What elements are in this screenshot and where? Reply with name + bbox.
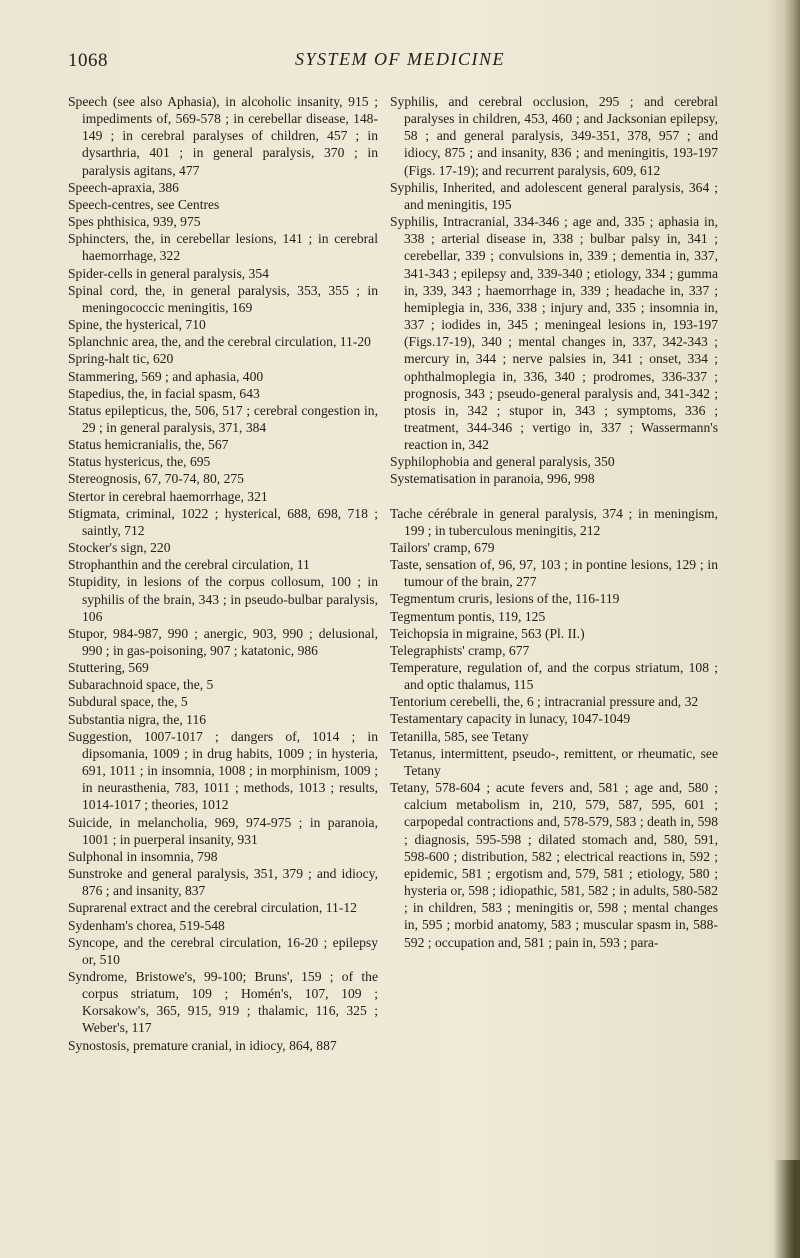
index-entry: Spinal cord, the, in general paralysis, 353, 355 ; in meningococcic meningitis, 169 [68, 282, 378, 315]
index-entry: Splanchnic area, the, and the cerebral circulation, 11-20 [68, 334, 371, 350]
index-entry: Temperature, regulation of, and the corpus striatum, 108 ; and optic thalamus, 115 [390, 660, 718, 693]
index-entry: Sulphonal in insomnia, 798 [68, 848, 218, 864]
index-entry: Status epilepticus, the, 506, 517 ; cerebral congestion in, 29 ; in general paralysis, 371, 384 [68, 402, 378, 435]
index-entry: Spine, the hysterical, 710 [68, 317, 206, 333]
index-entry: Substantia nigra, the, 116 [68, 711, 207, 727]
index-entry: Stupor, 984-987, 990 ; anergic, 903, 990 ; delusional, 990 ; in gas-poisoning, 907 ; katatonic, 986 [68, 625, 378, 658]
index-entry: Syphilis, Inherited, and adolescent general paralysis, 364 ; and meningitis, 195 [390, 179, 718, 212]
index-entry: Stereognosis, 67, 70-74, 80, 275 [68, 471, 244, 487]
index-entry: Suggestion, 1007-1017 ; dangers of, 1014 ; in dipsomania, 1009 ; in drug habits, 1009 ; in hysteria, 691, 1011 ; in insomnia, 1008 ; in morphinism, 1009 ; in neurasthenia, 783, 1011 ; methods, 1013 ; results, 1014-1017 ; theories, 1012 [68, 728, 378, 813]
index-entry: Tegmentum cruris, lesions of the, 116-119 [390, 591, 620, 607]
index-entry: Status hemicranialis, the, 567 [68, 437, 229, 453]
index-entry: Stocker's sign, 220 [68, 540, 171, 556]
index-entry: Subdural space, the, 5 [68, 694, 188, 710]
index-entry: Tetanilla, 585, see Tetany [390, 728, 529, 744]
index-entry: Stupidity, in lesions of the corpus collosum, 100 ; in syphilis of the brain, 343 ; in pseudo-bulbar paralysis, 106 [68, 574, 378, 624]
index-entry: Stammering, 569 ; and aphasia, 400 [68, 368, 264, 384]
page-edge-shadow [784, 0, 800, 1258]
index-entry: Testamentary capacity in lunacy, 1047-1049 [390, 711, 631, 727]
index-entry: Subarachnoid space, the, 5 [68, 677, 214, 693]
index-entry: Tetanus, intermittent, pseudo-, remittent, or rheumatic, see Tetany [390, 745, 718, 778]
index-entry: Spes phthisica, 939, 975 [68, 214, 201, 230]
index-entry: Speech-centres, see Centres [68, 196, 220, 212]
index-entry: Speech (see also Aphasia), in alcoholic insanity, 915 ; impediments of, 569-578 ; in cerebellar disease, 148-149 ; in cerebral paralyses of children, 457 ; in dysarthria, 401 ; in general paralysis, 370 ; in paralysis agitans, 477 [68, 94, 378, 178]
index-column-left [68, 93, 378, 1054]
index-entry: Syndrome, Bristowe's, 99-100; Bruns', 159 ; of the corpus striatum, 109 ; Homén's, 107, 109 ; Korsakow's, 365, 915, 919 ; thalamic, 116, 325 ; Weber's, 117 [68, 968, 378, 1036]
index-entry: Tailors' cramp, 679 [390, 539, 495, 555]
index-entry: Syncope, and the cerebral circulation, 16-20 ; epilepsy or, 510 [68, 934, 378, 967]
index-entry: Tetany, 578-604 ; acute fevers and, 581 ; age and, 580 ; calcium metabolism in, 210, 579, 587, 595, 601 ; carpopedal contractions and, 578-579, 583 ; death in, 598 ; diagnosis, 595-598 ; dilated stomach and, 580, 591, 598-600 ; distribution, 582 ; electrical reactions in, 592 ; epidemic, 581 ; ergotism and, 579, 581 ; etiology, 580 ; hysteria or, 598 ; idiopathic, 581, 582 ; in adults, 580-582 ; in children, 583 ; meningitis or, 598 ; mental changes in, 595 ; morbid anatomy, 583 ; muscular spasm in, 588-592 ; occupation and, 581 ; pain in, 593 ; para- [390, 780, 718, 950]
index-entry: Syphilophobia and general paralysis, 350 [390, 454, 615, 470]
index-entry: Systematisation in paranoia, 996, 998 [390, 471, 595, 487]
index-column-right [390, 93, 718, 951]
index-entry: Stapedius, the, in facial spasm, 643 [68, 385, 260, 401]
index-entry: Stuttering, 569 [68, 660, 149, 676]
index-entry: Spider-cells in general paralysis, 354 [68, 265, 269, 281]
index-entry: Sunstroke and general paralysis, 351, 379 ; and idiocy, 876 ; and insanity, 837 [68, 866, 378, 899]
index-entry: Tegmentum pontis, 119, 125 [390, 608, 546, 624]
index-entry: Stertor in cerebral haemorrhage, 321 [68, 488, 268, 504]
index-entry: Suprarenal extract and the cerebral circulation, 11-12 [68, 900, 357, 916]
page-number: 1068 [68, 50, 108, 71]
index-entry: Tentorium cerebelli, the, 6 ; intracranial pressure and, 32 [390, 694, 699, 710]
page-corner-mark [774, 1160, 800, 1258]
index-entry: Strophanthin and the cerebral circulation, 11 [68, 557, 310, 573]
index-entry: Tache cérébrale in general paralysis, 374 ; in meningism, 199 ; in tuberculous meningitis, 212 [390, 505, 718, 538]
index-entry: Syphilis, and cerebral occlusion, 295 ; and cerebral paralyses in children, 453, 460 ; and Jacksonian epilepsy, 58 ; and general paralysis, 349-351, 378, 957 ; and idiocy, 875 ; and insanity, 836 ; and meningitis, 193-197 (Figs. 17-19); and recurrent paralysis, 609, 612 [390, 94, 718, 178]
index-entry: Telegraphists' cramp, 677 [390, 642, 530, 658]
running-title: SYSTEM OF MEDICINE [295, 49, 505, 69]
index-entry: Synostosis, premature cranial, in idiocy, 864, 887 [68, 1037, 337, 1053]
index-entry: Syphilis, Intracranial, 334-346 ; age and, 335 ; aphasia in, 338 ; arterial disease in, 338 ; bulbar palsy in, 341 ; cerebellar, 339 ; convulsions in, 339 ; dementia in, 337, 341-343 ; epilepsy and, 339-340 ; etiology, 334 ; gumma in, 339, 343 ; haemorrhage in, 339 ; headache in, 337 ; hemiplegia in, 336, 338 ; injury and, 335 ; insomnia in, 337 ; iodides in, 345 ; meningeal lesions in, 193-197 (Figs.17-19), 340 ; mental changes in, 337, 342-343 ; mercury in, 344 ; nerve palsies in, 341 ; onset, 334 ; ophthalmoplegia in, 336, 340 ; prodromes, 336-337 ; prognosis, 343 ; pseudo-general paralysis and, 341-342 ; ptosis in, 342 ; stupor in, 343 ; symptoms, 336 ; treatment, 344-346 ; vertigo in, 337 ; Wassermann's reaction in, 342 [390, 214, 718, 453]
index-entry: Taste, sensation of, 96, 97, 103 ; in pontine lesions, 129 ; in tumour of the brain, 277 [390, 557, 718, 590]
index-entry: Teichopsia in migraine, 563 (Pl. II.) [390, 625, 585, 641]
index-entry: Spring-halt tic, 620 [68, 351, 174, 367]
index-entry: Suicide, in melancholia, 969, 974-975 ; in paranoia, 1001 ; in puerperal insanity, 931 [68, 814, 378, 847]
index-entry: Speech-apraxia, 386 [68, 179, 179, 195]
index-entry: Sphincters, the, in cerebellar lesions, 141 ; in cerebral haemorrhage, 322 [68, 231, 378, 264]
index-entry: Stigmata, criminal, 1022 ; hysterical, 688, 698, 718 ; saintly, 712 [68, 505, 378, 538]
index-entry: Status hystericus, the, 695 [68, 454, 211, 470]
index-entry: Sydenham's chorea, 519-548 [68, 917, 225, 933]
